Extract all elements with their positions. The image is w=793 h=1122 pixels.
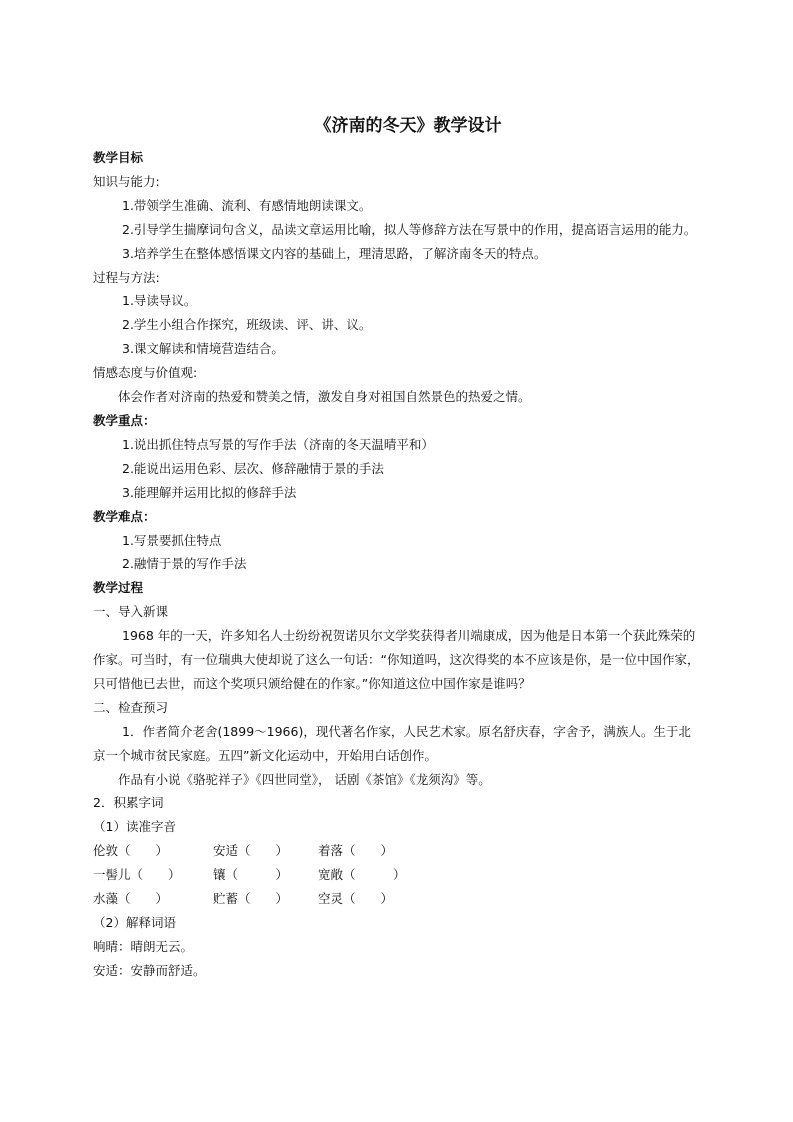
- part-heading-intro: 一、导入新课: [93, 604, 169, 620]
- section-heading-difficulties: 教学难点：: [93, 508, 156, 524]
- pronunciation-cell: 空灵（ ）: [318, 891, 394, 907]
- pronunciation-row: [93, 887, 703, 911]
- difficulty-item: 1.写景要抓住特点: [122, 532, 222, 548]
- document-title: 《济南的冬天》教学设计: [314, 116, 502, 136]
- pronunciation-cell: 着落（ ）: [318, 843, 394, 859]
- subheading-process-method: 过程与方法:: [93, 269, 160, 285]
- explain-item: 响晴：晴朗无云。: [93, 938, 194, 954]
- subheading-emotion: 情感态度与价值观:: [93, 365, 198, 381]
- key-point-item: 1.说出抓住特点写景的写作手法（济南的冬天温晴平和）: [122, 436, 434, 452]
- knowledge-item: 2.引导学生揣摩词句含义，品读文章运用比喻，拟人等修辞方法在写景中的作用，提高语言运用的能力。: [122, 221, 697, 237]
- pronunciation-cell: 一髻儿（ ）: [93, 867, 181, 883]
- explain-heading: （2）解释词语: [93, 915, 176, 930]
- works-paragraph: 作品有小说《骆驼祥子》《四世同堂》， 话剧《茶馆》《龙须沟》等。: [118, 771, 491, 787]
- difficulty-item: 2.融情于景的写作手法: [122, 556, 247, 572]
- pronunciation-cell: 伦敦（ ）: [93, 843, 169, 859]
- author-paragraph: 1．作者简介老舍(1899～1966)，现代著名作家，人民艺术家。原名舒庆春，字舍予，满族人。生于北京一个城市贫民家庭。五四”新文化运动中，开始用白话创作。: [93, 723, 691, 763]
- vocab-heading: 2．积累字词: [93, 795, 164, 811]
- pronunciation-cell: 镶（ ）: [213, 867, 289, 883]
- pronunciation-cell: 贮蓄（ ）: [213, 891, 289, 907]
- knowledge-item: 1.带领学生准确、流利、有感情地朗读课文。: [122, 197, 372, 213]
- pronunciation-row: [93, 839, 703, 863]
- pronunciation-cell: 安适（ ）: [213, 843, 289, 859]
- key-point-item: 2.能说出运用色彩、层次、修辞融情于景的手法: [122, 460, 384, 476]
- process-item: 3.课文解读和情境营造结合。: [122, 341, 284, 357]
- pronunciation-cell: 水藻（ ）: [93, 891, 169, 907]
- emotion-text: 体会作者对济南的热爱和赞美之情，激发自身对祖国自然景色的热爱之情。: [118, 389, 531, 405]
- pronunciation-heading: （1）读准字音: [93, 819, 176, 835]
- process-item: 2.学生小组合作探究，班级读、评、讲、议。: [122, 317, 372, 333]
- document-page: [93, 112, 703, 983]
- section-heading-process: 教学过程: [93, 580, 144, 596]
- intro-paragraph: 1968 年的一天，许多知名人士纷纷祝贺诺贝尔文学奖获得者川端康成，因为他是日本第一个获此殊荣的作家。可当时，有一位瑞典大使却说了这么一句话：“你知道吗，这次得奖的本不应该是你，是一位中国作家，只可惜他已去世，而这个奖项只颁给健在的作家。”你知道这位中国作家是谁吗？: [93, 628, 700, 691]
- process-item: 1.导读导议。: [122, 293, 197, 309]
- explain-item: 安适：安静而舒适。: [93, 962, 206, 978]
- subheading-knowledge: 知识与能力:: [93, 173, 160, 189]
- pronunciation-cell: 宽敞（ ）: [318, 867, 406, 883]
- part-heading-preview: 二、检查预习: [93, 699, 169, 715]
- key-point-item: 3.能理解并运用比拟的修辞手法: [122, 484, 297, 500]
- knowledge-item: 3.培养学生在整体感悟课文内容的基础上，理清思路，了解济南冬天的特点。: [122, 245, 547, 261]
- section-heading-key-points: 教学重点：: [93, 412, 156, 428]
- pronunciation-row: [93, 863, 703, 887]
- section-heading-objectives: 教学目标: [93, 150, 144, 165]
